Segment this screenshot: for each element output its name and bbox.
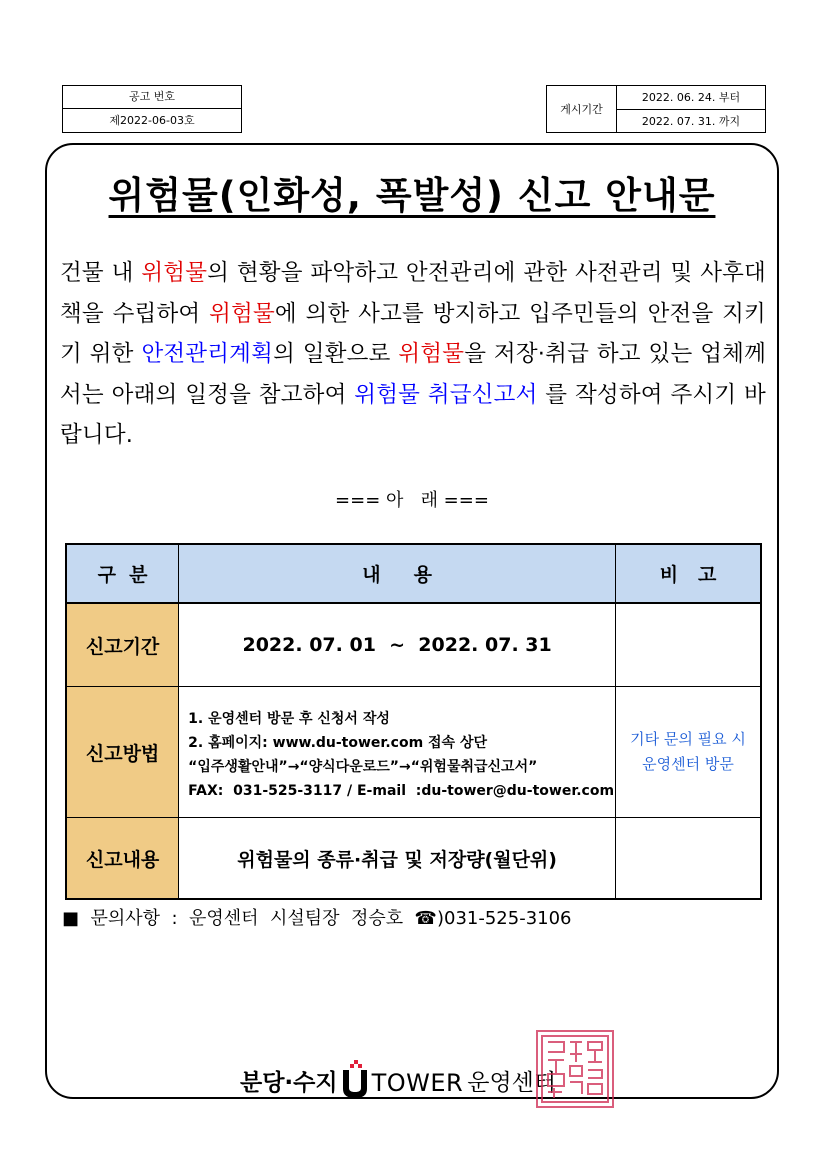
table-header-row xyxy=(66,544,761,603)
footer-suffix: 운영센터 xyxy=(467,1070,557,1096)
posting-period-end: 2022. 07. 31. 까지 xyxy=(617,109,765,133)
document-title: 위험물(인화성, 폭발성) 신고 안내문 xyxy=(108,174,716,217)
posting-period-label: 게시기간 xyxy=(547,86,617,132)
posting-period-start: 2022. 06. 24. 부터 xyxy=(641,91,741,105)
row-label-content: 신고내용 xyxy=(66,818,179,900)
note-line-1: 기타 문의 필요 시 xyxy=(630,730,746,748)
contact-info: ■ 문의사항 : 운영센터 시설팀장 정승호 ☎)031-525-3106 xyxy=(62,908,572,929)
info-table xyxy=(65,543,762,900)
highlight-hazmat-3: 위험물 xyxy=(398,341,465,367)
footer-brand: TOWER xyxy=(371,1069,464,1097)
u-tower-logo xyxy=(340,1060,370,1098)
row-label-method: 신고방법 xyxy=(66,687,179,818)
footer-prefix: 분당·수지 xyxy=(240,1070,338,1096)
highlight-report-form: 위험물 취급신고서 xyxy=(354,381,538,408)
row-note-content xyxy=(616,818,761,900)
note-line-2: 운영센터 방문 xyxy=(642,755,734,773)
footer-signature xyxy=(240,1058,556,1098)
posting-period-dates xyxy=(617,86,765,132)
subheading: === 아 래 === xyxy=(335,490,489,511)
highlight-hazmat-2: 위험물 xyxy=(209,300,275,327)
table-row xyxy=(66,603,761,687)
notice-number-label: 공고 번호 xyxy=(128,90,175,103)
header-note: 비 고 xyxy=(616,544,761,603)
official-seal-stamp xyxy=(536,1030,614,1108)
row-label-period: 신고기간 xyxy=(66,603,179,687)
table-row xyxy=(66,687,761,818)
row-note-method xyxy=(616,687,761,818)
row-content-content: 위험물의 종류·취급 및 저장량(월단위) xyxy=(179,818,616,900)
row-content-period: 2022. 07. 01 ~ 2022. 07. 31 xyxy=(179,603,616,687)
intro-paragraph: 건물 내 위험물의 현황을 파악하고 안전관리에 관한 사전관리 및 사후대책을 수립하여 위험물에 의한 사고를 방지하고 입주민들의 안전을 지키기 위한 안전관리계획의 일환으로 위험물을 저장·취급 하고 있는 업체께서는 아래의 일정을 참고하여 위험물 취급신고서 를 작성하여 주시기 바랍니다. xyxy=(60,260,767,448)
highlight-hazmat-1: 위험물 xyxy=(141,260,208,286)
method-line-2: 2. 홈페이지: www.du-tower.com 접속 상단 xyxy=(188,735,487,751)
method-line-3: “입주생활안내”→“양식다운로드”→“위험물취급신고서” xyxy=(188,759,538,775)
row-note-period xyxy=(616,603,761,687)
notice-number-box xyxy=(62,85,242,133)
posting-period-box xyxy=(546,85,766,133)
row-content-method xyxy=(179,687,616,818)
notice-number-value: 제2022-06-03호 xyxy=(63,108,241,132)
method-line-4: FAX: 031-525-3117 / E-mail :du-tower@du-tower.com xyxy=(188,783,615,799)
table-row xyxy=(66,818,761,900)
header-category: 구 분 xyxy=(66,544,179,603)
header-content: 내 용 xyxy=(179,544,616,603)
method-line-1: 1. 운영센터 방문 후 신청서 작성 xyxy=(188,711,390,727)
highlight-safety-plan: 안전관리계획 xyxy=(141,341,274,367)
